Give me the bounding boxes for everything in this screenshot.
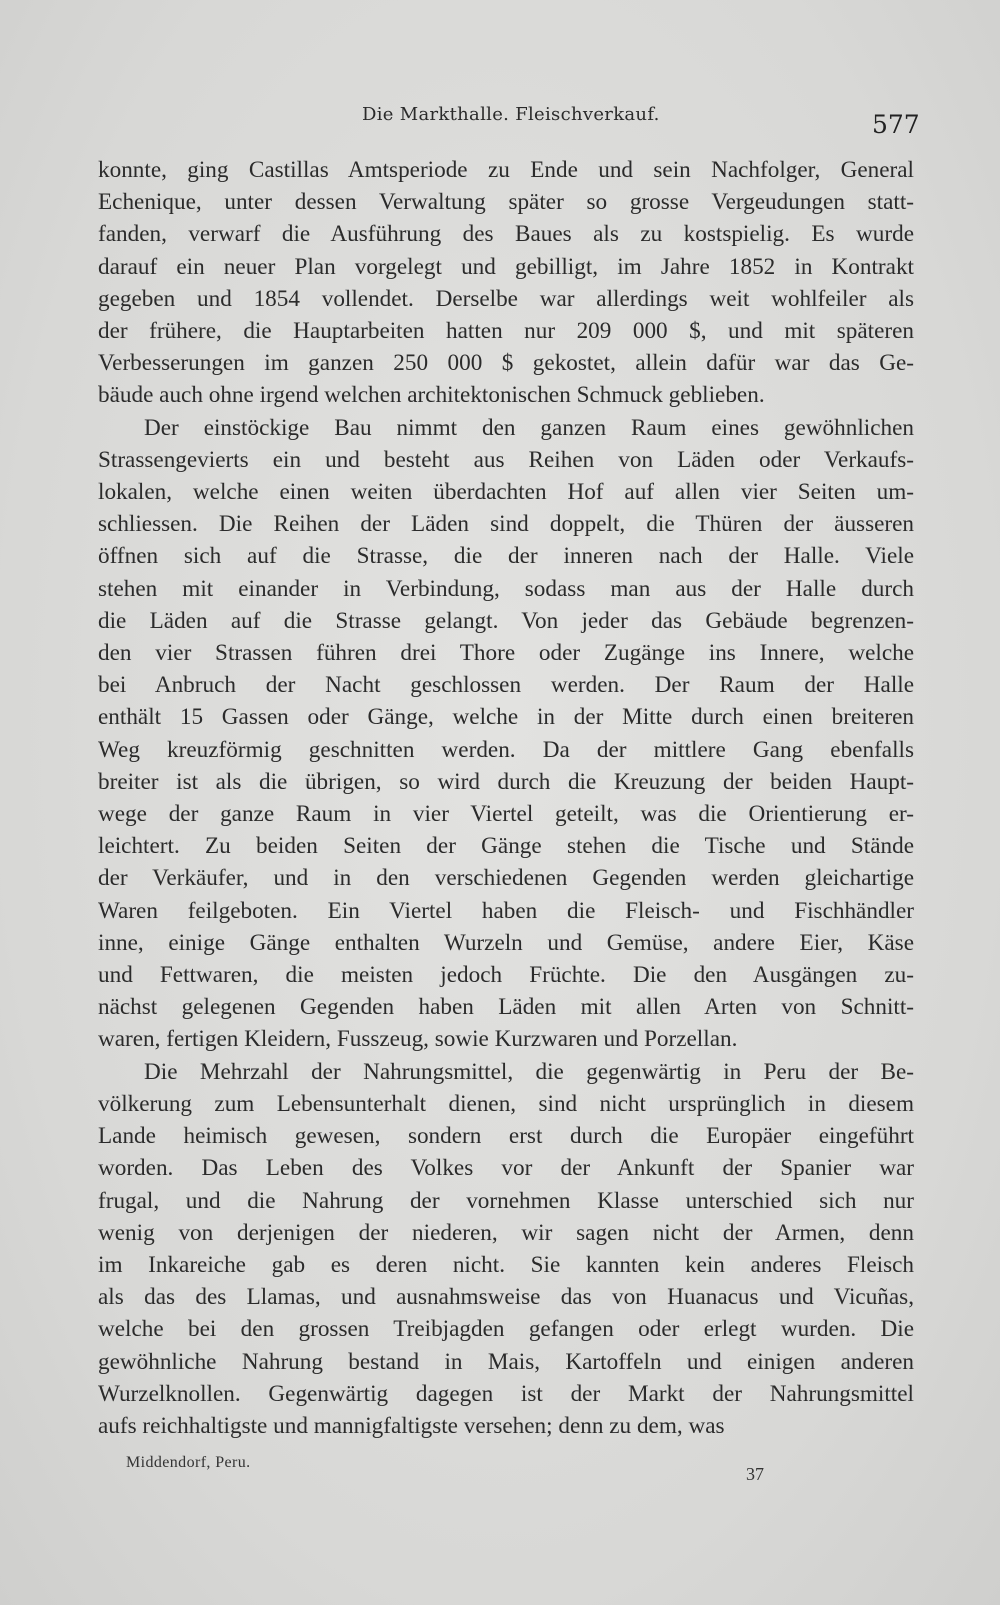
- text-line: bäude auch ohne irgend welchen architektonischen Schmuck geblieben.: [98, 382, 765, 409]
- text-line: welche bei den grossen Treibjagden gefangen oder erlegt wurden. Die: [98, 1316, 914, 1343]
- paragraph-2: [98, 412, 914, 1056]
- text-line: als das des Llamas, und ausnahmsweise das von Huanacus und Vicuñas,: [98, 1284, 914, 1311]
- text-line: waren, fertigen Kleidern, Fusszeug, sowie Kurzwaren und Porzellan.: [98, 1026, 738, 1053]
- text-line: Strassengevierts ein und besteht aus Reihen von Läden oder Verkaufs-: [98, 446, 914, 473]
- text-line: Verbesserungen im ganzen 250 000 $ gekostet, allein dafür war das Ge-: [98, 350, 914, 377]
- text-line: fanden, verwarf die Ausführung des Baues als zu kostspielig. Es wurde: [98, 221, 914, 248]
- signature-mark: Middendorf, Peru.: [126, 1454, 251, 1471]
- running-title: Die Markthalle. Fleischverkauf.: [362, 104, 660, 125]
- paragraph-1: [98, 154, 914, 412]
- paragraph-3: [98, 1056, 914, 1442]
- text-line: Waren feilgeboten. Ein Viertel haben die Fleisch- und Fischhändler: [98, 897, 914, 924]
- text-line: der frühere, die Hauptarbeiten hatten nur 209 000 $, und mit späteren: [98, 318, 914, 345]
- text-line: und Fettwaren, die meisten jedoch Früchte. Die den Ausgängen zu-: [98, 962, 914, 989]
- text-line: Die Mehrzahl der Nahrungsmittel, die gegenwärtig in Peru der Be-: [144, 1058, 914, 1085]
- text-line: nächst gelegenen Gegenden haben Läden mit allen Arten von Schnitt-: [98, 994, 914, 1021]
- text-line: aufs reichhaltigste und mannigfaltigste versehen; denn zu dem, was: [98, 1412, 725, 1439]
- text-line: enthält 15 Gassen oder Gänge, welche in der Mitte durch einen breiteren: [98, 704, 914, 731]
- text-line: gewöhnliche Nahrung bestand in Mais, Kartoffeln und einigen anderen: [98, 1348, 914, 1375]
- text-line: worden. Das Leben des Volkes vor der Ankunft der Spanier war: [98, 1155, 914, 1182]
- text-line: Wurzelknollen. Gegenwärtig dagegen ist der Markt der Nahrungsmittel: [98, 1380, 914, 1407]
- text-line: wege der ganze Raum in vier Viertel geteilt, was die Orientierung er-: [98, 801, 914, 828]
- text-line: die Läden auf die Strasse gelangt. Von jeder das Gebäude begrenzen-: [98, 607, 914, 634]
- text-line: Lande heimisch gewesen, sondern erst durch die Europäer eingeführt: [98, 1123, 914, 1150]
- text-line: gegeben und 1854 vollendet. Derselbe war allerdings weit wohlfeiler als: [98, 285, 914, 312]
- text-line: der Verkäufer, und in den verschiedenen Gegenden werden gleichartige: [98, 865, 914, 892]
- page-number: 577: [872, 110, 920, 139]
- text-line: bei Anbruch der Nacht geschlossen werden. Der Raum der Halle: [98, 672, 914, 699]
- text-line: konnte, ging Castillas Amtsperiode zu Ende und sein Nachfolger, General: [98, 157, 914, 183]
- text-line: breiter ist als die übrigen, so wird durch die Kreuzung der beiden Haupt-: [98, 768, 914, 795]
- sheet-number: 37: [746, 1464, 764, 1484]
- text-line: frugal, und die Nahrung der vornehmen Klasse unterschied sich nur: [98, 1187, 914, 1214]
- text-line: öffnen sich auf die Strasse, die der inneren nach der Halle. Viele: [98, 543, 914, 570]
- text-line: Weg kreuzförmig geschnitten werden. Da der mittlere Gang ebenfalls: [98, 736, 914, 763]
- text-line: den vier Strassen führen drei Thore oder Zugänge ins Innere, welche: [98, 640, 914, 667]
- text-line: völkerung zum Lebensunterhalt dienen, sind nicht ursprünglich in diesem: [98, 1090, 914, 1117]
- text-line: darauf ein neuer Plan vorgelegt und gebilligt, im Jahre 1852 in Kontrakt: [98, 253, 914, 280]
- text-line: lokalen, welche einen weiten überdachten Hof auf allen vier Seiten um-: [98, 479, 914, 506]
- text-line: leichtert. Zu beiden Seiten der Gänge stehen die Tische und Stände: [98, 833, 914, 860]
- text-line: schliessen. Die Reihen der Läden sind doppelt, die Thüren der äusseren: [98, 511, 914, 538]
- body-text: [98, 154, 914, 1442]
- text-line: wenig von derjenigen der niederen, wir sagen nicht der Armen, denn: [98, 1219, 914, 1246]
- text-line: Der einstöckige Bau nimmt den ganzen Raum eines gewöhnlichen: [144, 414, 914, 441]
- text-line: stehen mit einander in Verbindung, sodass man aus der Halle durch: [98, 575, 914, 602]
- text-line: inne, einige Gänge enthalten Wurzeln und Gemüse, andere Eier, Käse: [98, 929, 914, 956]
- text-line: im Inkareiche gab es deren nicht. Sie kannten kein anderes Fleisch: [98, 1251, 914, 1278]
- text-line: Echenique, unter dessen Verwaltung später so grosse Vergeudungen statt-: [98, 189, 914, 216]
